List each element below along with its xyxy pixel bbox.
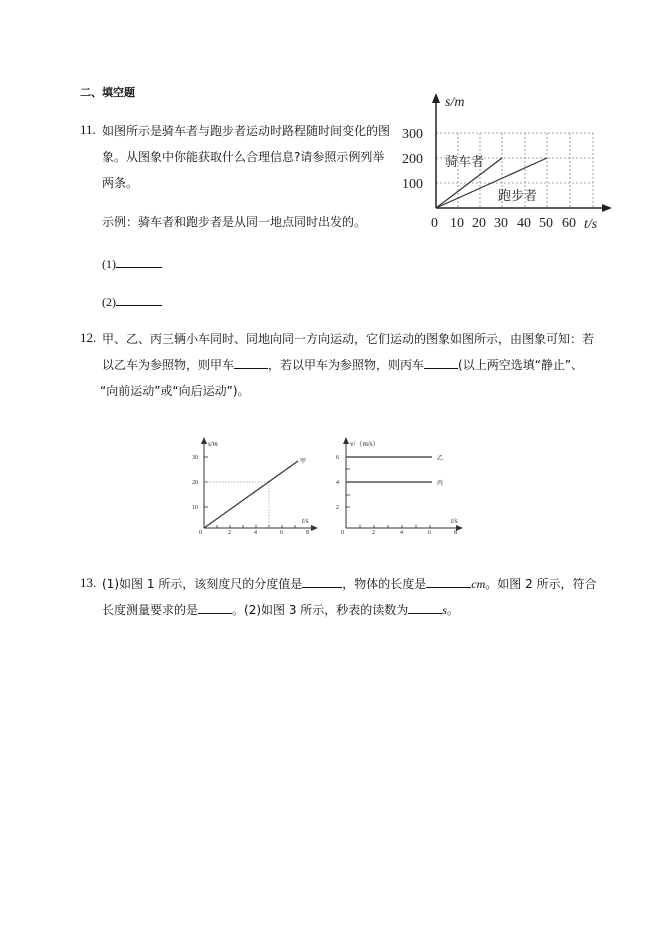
svg-text:8: 8	[306, 530, 309, 535]
tick-label: 20	[472, 216, 486, 231]
svg-text:2: 2	[372, 530, 375, 535]
question-text: (1)如图 1 所示，该刻度尺的分度值是 ，物体的长度是 cm。如图 2 所示，符合	[102, 577, 597, 591]
series-yi-label: 乙	[437, 456, 444, 462]
svg-text:10: 10	[192, 505, 198, 511]
tick-label: 200	[402, 152, 423, 167]
question-text: 两条。	[102, 176, 139, 190]
svg-text:8: 8	[454, 530, 457, 535]
question-text: “向前运动”或“向后运动”)。	[100, 384, 250, 398]
series-bing-label: 丙	[437, 481, 444, 487]
svg-text:30: 30	[192, 455, 198, 461]
svg-text:4: 4	[400, 530, 403, 535]
cyclist-runner-graph	[400, 90, 620, 240]
answer-blank[interactable]	[234, 356, 268, 369]
example-text: 示例：骑车者和跑步者是从同一地点同时出发的。	[102, 215, 367, 229]
svg-text:4: 4	[336, 480, 339, 486]
question-number: 11.	[80, 122, 96, 137]
svg-text:0: 0	[341, 530, 344, 535]
answer-blank[interactable]	[302, 575, 342, 588]
tick-label: 10	[450, 216, 464, 231]
tick-label: 0	[431, 216, 438, 231]
question-number: 13.	[80, 575, 97, 590]
svg-text:t/s: t/s	[302, 517, 309, 525]
x-axis-label: t/s	[584, 217, 598, 232]
tick-label: 100	[402, 177, 423, 192]
velocity-time-graph	[330, 435, 465, 535]
question-text: 以乙车为参照物，则甲车 ，若以甲车为参照物，则丙车 (以上两空选填“静止”、	[102, 358, 584, 372]
tick-label: 60	[562, 216, 576, 231]
svg-text:v/（m/s）: v/（m/s）	[350, 440, 380, 448]
series-jia-label: 甲	[300, 459, 307, 465]
tick-label: 30	[494, 216, 508, 231]
svg-text:2: 2	[336, 505, 339, 511]
answer-label: (2)	[102, 295, 116, 309]
y-axis-label: s/m	[445, 95, 465, 110]
answer-blank[interactable]	[426, 575, 471, 588]
answer-blank[interactable]	[116, 293, 162, 306]
answer-blank[interactable]	[116, 255, 162, 268]
question-text: 象。从图象中你能获取什么合理信息?请参照示例列举	[102, 150, 385, 164]
svg-text:6: 6	[280, 530, 283, 535]
svg-text:4: 4	[254, 530, 257, 535]
svg-text:0: 0	[199, 530, 202, 535]
tick-label: 40	[517, 216, 531, 231]
question-number: 12.	[80, 330, 97, 345]
answer-1	[102, 255, 162, 272]
question-text: 长度测量要求的是 。(2)如图 3 所示，秒表的读数为 s。	[102, 603, 459, 617]
svg-text:2: 2	[228, 530, 231, 535]
svg-text:20: 20	[192, 480, 198, 486]
svg-text:t/s: t/s	[451, 517, 458, 525]
series-jia-line	[204, 461, 298, 528]
tick-label: 300	[402, 127, 423, 142]
answer-blank[interactable]	[408, 601, 442, 614]
question-text: 如图所示是骑车者与跑步者运动时路程随时间变化的图	[102, 124, 391, 138]
runner-label: 跑步者	[498, 189, 538, 204]
answer-blank[interactable]	[198, 601, 232, 614]
distance-time-graph	[188, 435, 318, 535]
cyclist-label: 骑车者	[445, 155, 485, 170]
svg-text:6: 6	[336, 455, 339, 461]
section-title: 二、填空题	[80, 86, 135, 99]
tick-label: 50	[539, 216, 553, 231]
answer-blank[interactable]	[424, 356, 458, 369]
answer-label: (1)	[102, 257, 116, 271]
question-text: 甲、乙、丙三辆小车同时、同地向同一方向运动，它们运动的图象如图所示，由图象可知：若	[102, 332, 595, 346]
svg-text:s/m: s/m	[208, 440, 218, 448]
svg-text:6: 6	[428, 530, 431, 535]
answer-2	[102, 293, 162, 310]
